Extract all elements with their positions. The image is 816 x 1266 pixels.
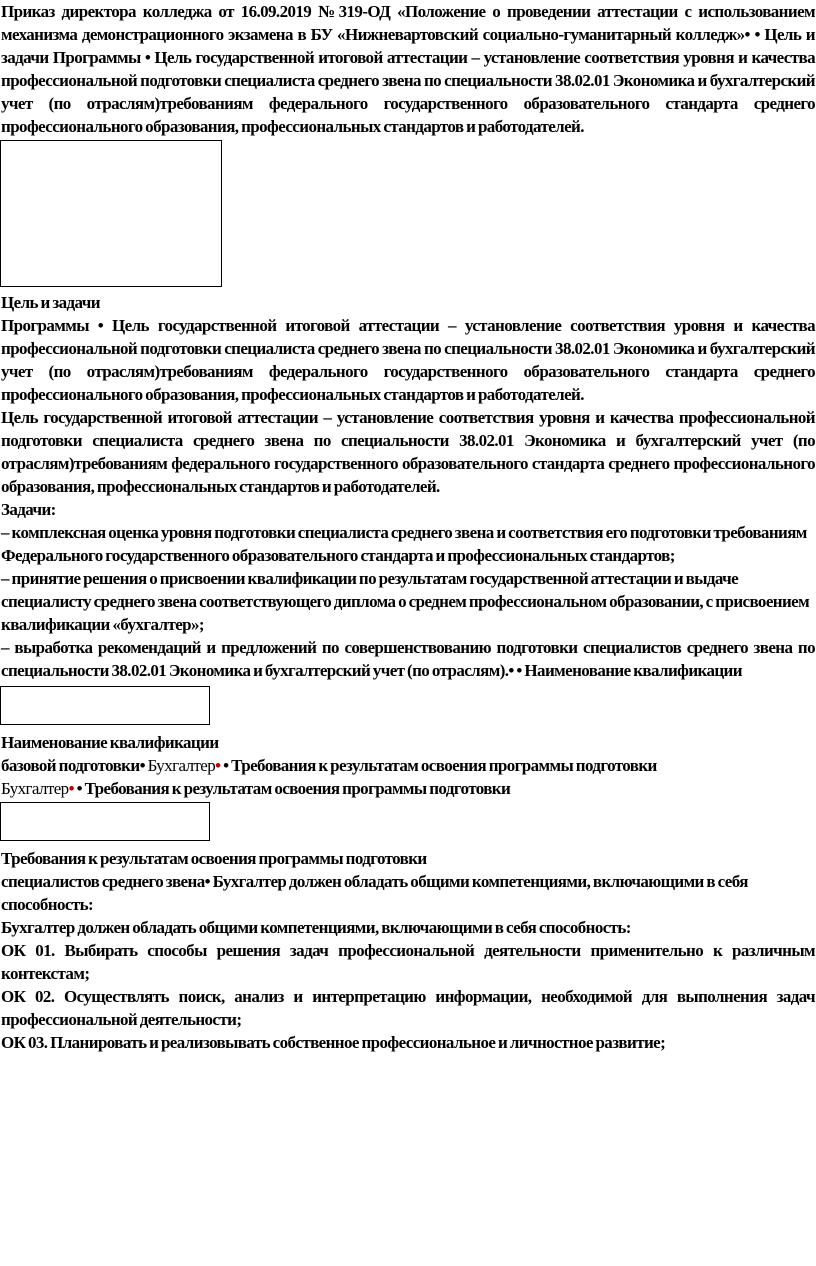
requirements-ref: • Требования к результатам освоения программы подготовки (220, 756, 657, 775)
competency-ok02: ОК 02. Осуществлять поиск, анализ и интерпретацию информации, необходимой для выполнения задач профессиональной деятельности; (1, 987, 815, 1029)
section-heading-goals: Цель и задачи (1, 293, 100, 312)
qualification-value: Бухгалтер (144, 756, 216, 775)
goal-paragraph: Цель государственной итоговой аттестации – установление соответствия уровня и качества профессиональной подготовки специалиста среднего звена по специальности 38.02.01 Экономика и бухгалтерский учет (по отраслям)требованиям федерального государственного образовательного стандарта среднего профессионального образования, профессиональных стандартов и работодателей. (1, 408, 815, 496)
competencies-intro-2: Бухгалтер должен обладать общими компетенциями, включающими в себя способность: (1, 918, 631, 937)
image-placeholder-1 (0, 140, 222, 287)
qualification-line-2 (0, 777, 816, 800)
competency-ok01: ОК 01. Выбирать способы решения задач профессиональной деятельности применительно к различным контекстам; (1, 941, 815, 983)
red-dot-marker: • (215, 756, 221, 775)
qualification-value-2: Бухгалтер (1, 779, 69, 798)
qualification-base: базовой подготовки• (1, 756, 145, 775)
section-heading-requirements: Требования к результатам освоения программы подготовки (1, 849, 427, 868)
section-heading-qualification: Наименование квалификации (1, 733, 219, 752)
bullet-heading: • • Цель и задачи Программы (1, 25, 815, 67)
order-text: Приказ директора колледжа от 16.09.2019 №319-ОД «Положение о проведении аттестации с использованием механизма демонстрационного экзамена в БУ «Нижневартовский социально-гуманитарный колледж» (1, 2, 815, 44)
qualification-line-1 (0, 754, 816, 777)
programs-paragraph: Программы • Цель государственной итоговой аттестации – установление соответствия уровня и качества профессиональной подготовки специалиста среднего звена по специальности 38.02.01 Экономика и бухгалтерский учет (по отраслям)требованиям федерального государственного образовательного стандарта среднего профессионального образования, профессиональных стандартов и работодателей. (1, 316, 815, 404)
competencies-intro: специалистов среднего звена• Бухгалтер должен обладать общими компетенциями, включающими в себя способность: (1, 872, 748, 914)
task-item-3-text: – выработка рекомендаций и предложений по совершенствованию подготовки специалистов среднего звена по специальности 38.02.01 Экономика и бухгалтерский учет (по отраслям). (1, 638, 815, 680)
task-item-3 (0, 636, 816, 682)
requirements-ref-2: • Требования к результатам освоения программы подготовки (73, 779, 511, 798)
goal-text: • Цель государственной итоговой аттестации – установление соответствия уровня и качества профессиональной подготовки специалиста среднего звена по специальности 38.02.01 Экономика и бухгалтерский учет (по отраслям)требованиям федерального государственного образовательного стандарта среднего профессионального образования, профессиональных стандартов и работодателей. (1, 48, 815, 136)
image-placeholder-2 (0, 686, 210, 725)
task-item-3-tail: • • Наименование квалификации (508, 661, 742, 680)
task-item-1: – комплексная оценка уровня подготовки специалиста среднего звена и соответствия его подготовки требованиям Федерального государственного образовательного стандарта и профессиональных стандартов; (1, 523, 807, 565)
competency-ok03: ОК 03. Планировать и реализовывать собственное профессиональное и личностное развитие; (1, 1033, 666, 1052)
image-placeholder-3 (0, 802, 210, 841)
tasks-label: Задачи: (1, 500, 56, 519)
red-dot-marker-2: • (68, 779, 74, 798)
order-paragraph (0, 0, 816, 138)
task-item-2: – принятие решения о присвоении квалификации по результатам государственной аттестации и выдаче специалисту среднего звена соответствующего диплома о среднем профессиональном образовании, с присвоением квалификации «бухгалтер»; (1, 569, 810, 634)
